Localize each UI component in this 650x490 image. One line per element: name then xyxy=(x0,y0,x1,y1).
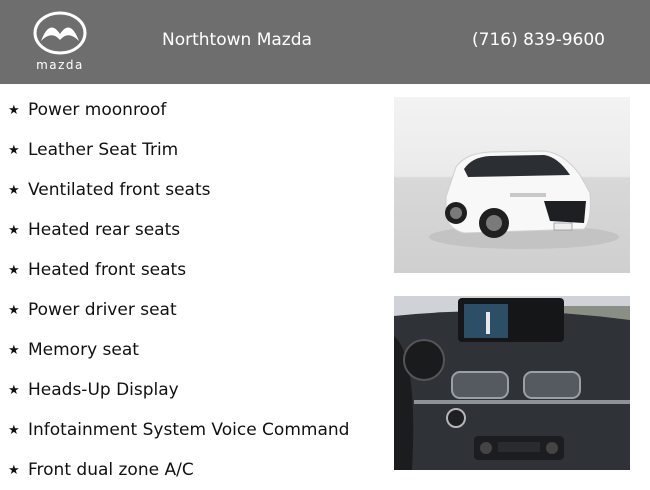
list-item xyxy=(8,170,388,210)
header-bar xyxy=(0,0,650,84)
feature-label: Memory seat xyxy=(28,340,139,360)
feature-label: Heated rear seats xyxy=(28,220,181,240)
star-icon: ★ xyxy=(8,382,20,398)
vehicle-exterior-photo[interactable] xyxy=(394,97,630,273)
star-icon: ★ xyxy=(8,302,20,318)
feature-label: Front dual zone A/C xyxy=(28,460,194,480)
dashboard-interior-image xyxy=(394,296,630,470)
list-item xyxy=(8,210,388,250)
dealer-name: Northtown Mazda xyxy=(162,30,312,50)
star-icon: ★ xyxy=(8,142,20,158)
mazda-emblem-icon xyxy=(32,10,88,56)
star-icon: ★ xyxy=(8,342,20,358)
dealer-phone[interactable]: (716) 839-9600 xyxy=(472,30,605,50)
list-item xyxy=(8,370,388,410)
star-icon: ★ xyxy=(8,182,20,198)
vehicle-interior-photo[interactable] xyxy=(394,296,630,470)
feature-label: Power moonroof xyxy=(28,100,167,120)
list-item xyxy=(8,130,388,170)
feature-label: Infotainment System Voice Command xyxy=(28,420,350,440)
list-item xyxy=(8,450,388,490)
list-item xyxy=(8,410,388,450)
list-item xyxy=(8,330,388,370)
suv-exterior-image xyxy=(394,97,630,273)
mazda-logo[interactable] xyxy=(26,10,94,74)
mazda-wordmark: mazda xyxy=(36,58,84,72)
star-icon: ★ xyxy=(8,422,20,438)
feature-label: Power driver seat xyxy=(28,300,177,320)
feature-label: Ventilated front seats xyxy=(28,180,211,200)
star-icon: ★ xyxy=(8,222,20,238)
feature-label: Leather Seat Trim xyxy=(28,140,179,160)
feature-label: Heads-Up Display xyxy=(28,380,179,400)
feature-list xyxy=(8,90,388,490)
list-item xyxy=(8,90,388,130)
star-icon: ★ xyxy=(8,462,20,478)
star-icon: ★ xyxy=(8,262,20,278)
list-item xyxy=(8,290,388,330)
star-icon: ★ xyxy=(8,102,20,118)
feature-label: Heated front seats xyxy=(28,260,187,280)
list-item xyxy=(8,250,388,290)
